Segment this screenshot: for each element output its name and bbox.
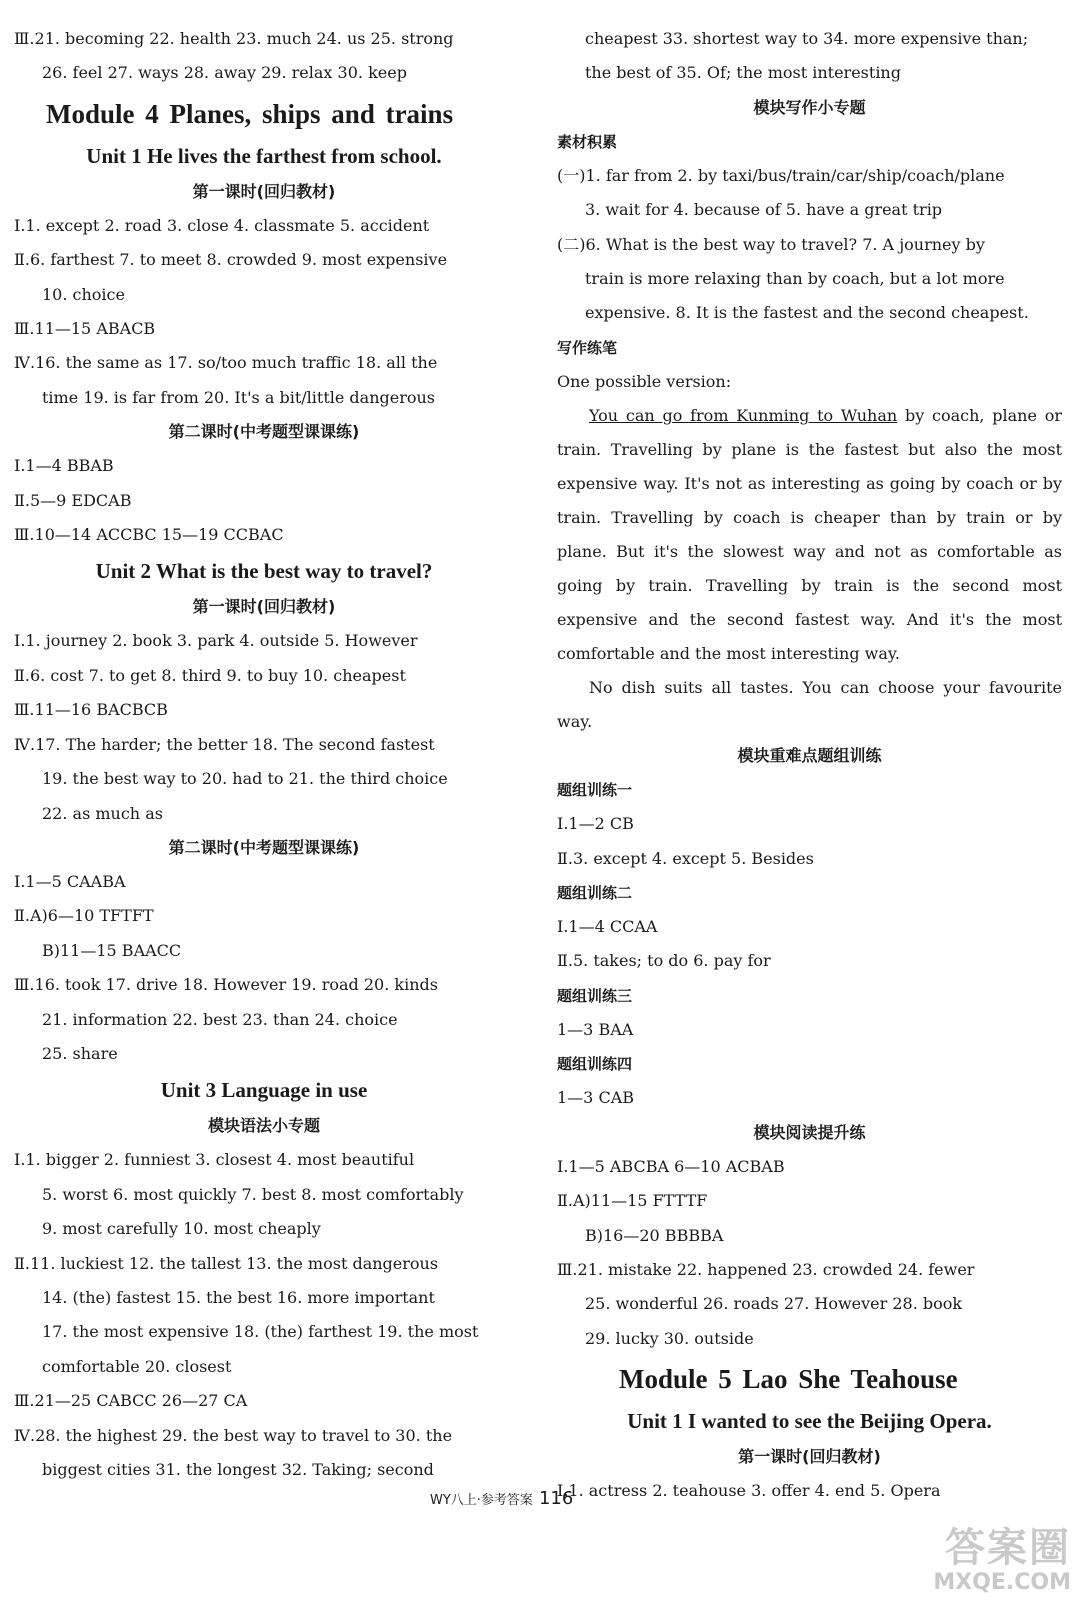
answer-row: Ⅱ.A)6—10 TFTFT <box>14 906 154 926</box>
answer-row: 29. lucky 30. outside <box>585 1328 754 1348</box>
answer-row: Ⅱ.11. luckiest 12. the tallest 13. the most dangerous <box>14 1253 439 1273</box>
module-4-title: Module 4 Planes, ships and trains <box>46 98 454 129</box>
watermark <box>933 1526 1071 1596</box>
right-column <box>557 22 1062 1509</box>
answer-row: 5. worst 6. most quickly 7. best 8. most comfortably <box>42 1184 464 1204</box>
answer-row: Ⅲ.21. mistake 22. happened 23. crowded 24. fewer <box>557 1259 975 1279</box>
page-number: 116 <box>538 1488 574 1509</box>
group-heading: 题组训练四 <box>557 1055 633 1074</box>
module-5-title: Module 5 Lao She Teahouse <box>619 1364 958 1395</box>
lesson-title: 第一课时(回归教材) <box>192 181 336 201</box>
answer-row: expensive. 8. It is the fastest and the second cheapest. <box>585 303 1029 323</box>
answer-row: Ⅱ.5. takes; to do 6. pay for <box>557 951 771 971</box>
answer-row: 10. choice <box>42 284 125 304</box>
answer-row: Ⅱ.6. cost 7. to get 8. third 9. to buy 10. cheapest <box>14 665 406 685</box>
group-heading: 题组训练二 <box>557 884 633 903</box>
answer-row: Ⅳ.17. The harder; the better 18. The second fastest <box>14 734 435 754</box>
unit-2-title: Unit 2 What is the best way to travel? <box>95 559 433 584</box>
answer-row: Ⅳ.16. the same as 17. so/too much traffic 18. all the <box>14 353 438 373</box>
lesson-title: 第一课时(回归教材) <box>192 597 336 617</box>
answer-row: 1—3 CAB <box>557 1088 634 1108</box>
watermark-url: MXQE.COM <box>933 1570 1071 1595</box>
answer-row: Ⅰ.1—4 CCAA <box>557 917 658 937</box>
lesson-title: 模块语法小专题 <box>207 1116 320 1136</box>
material-heading: 素材积累 <box>557 132 618 151</box>
answer-row: Ⅲ.16. took 17. drive 18. However 19. road 20. kinds <box>14 975 438 995</box>
answer-row: Ⅰ.1. except 2. road 3. close 4. classmate 5. accident <box>14 215 430 235</box>
answer-row: Ⅲ.21—25 CABCC 26—27 CA <box>14 1391 248 1411</box>
answer-row: Ⅰ.1. actress 2. teahouse 3. offer 4. end 5. Opera <box>557 1481 941 1501</box>
page-footer <box>430 1488 573 1509</box>
answer-row: train is more relaxing than by coach, but a lot more <box>585 269 1005 289</box>
answer-row: Ⅲ.11—16 BACBCB <box>14 700 168 720</box>
essay-paragraph <box>557 399 1062 671</box>
writing-section-title: 模块写作小专题 <box>753 97 866 117</box>
answer-row: cheapest 33. shortest way to 34. more expensive than; <box>585 29 1029 48</box>
answer-row: Ⅰ.1—2 CB <box>557 814 634 834</box>
answer-row: (一)1. far from 2. by taxi/bus/train/car/ship/coach/plane <box>557 165 1005 185</box>
lesson-title: 第一课时(回归教材) <box>738 1447 881 1467</box>
answer-row: Ⅱ.3. except 4. except 5. Besides <box>557 848 814 868</box>
answer-row: 9. most carefully 10. most cheaply <box>42 1219 321 1239</box>
keypoints-title: 模块重难点题组训练 <box>737 746 882 766</box>
practice-heading: 写作练笔 <box>557 338 618 357</box>
answer-row: Ⅳ.28. the highest 29. the best way to travel to 30. the <box>14 1425 453 1445</box>
answer-row: Ⅲ.10—14 ACCBC 15—19 CCBAC <box>14 525 284 545</box>
lesson-title: 第二课时(中考题型课课练) <box>168 422 360 442</box>
answer-row: Ⅲ.11—15 ABACB <box>14 319 156 339</box>
reading-title: 模块阅读提升练 <box>753 1122 866 1142</box>
version-label: One possible version: <box>557 371 732 391</box>
answer-row: B)11—15 BAACC <box>42 940 182 960</box>
unit-3-title: Unit 3 Language in use <box>160 1078 368 1103</box>
answer-row: Ⅰ.1—5 CAABA <box>14 871 126 891</box>
watermark-logo: 答案圈 <box>945 1525 1071 1571</box>
footer-label: WY八上·参考答案 <box>430 1493 533 1508</box>
answer-row: time 19. is far from 20. It's a bit/little dangerous <box>42 387 436 407</box>
answer-row: B)16—20 BBBBA <box>585 1225 724 1245</box>
answer-row: Ⅱ.A)11—15 FTTTF <box>557 1191 708 1211</box>
answer-row: 14. (the) fastest 15. the best 16. more important <box>42 1287 435 1307</box>
answer-row: 19. the best way to 20. had to 21. the third choice <box>42 769 448 789</box>
answer-row: 22. as much as <box>42 803 163 823</box>
answer-row: biggest cities 31. the longest 32. Taking; second <box>42 1460 434 1479</box>
answer-row: Ⅱ.6. farthest 7. to meet 8. crowded 9. most expensive <box>14 250 448 270</box>
answer-row: comfortable 20. closest <box>42 1356 232 1376</box>
m5-unit-1-title: Unit 1 I wanted to see the Beijing Opera. <box>627 1409 992 1434</box>
left-column <box>14 22 514 1487</box>
answer-row: Ⅰ.1. bigger 2. funniest 3. closest 4. most beautiful <box>14 1150 415 1170</box>
answer-row: Ⅲ.21. becoming 22. health 23. much 24. us 25. strong <box>14 29 454 48</box>
answer-row: 21. information 22. best 23. than 24. choice <box>42 1009 398 1029</box>
answer-row: 3. wait for 4. because of 5. have a great trip <box>585 200 943 220</box>
group-heading: 题组训练三 <box>557 986 633 1005</box>
essay-body: by coach, plane or train. Travelling by plane is the fastest but also the most expensive way. It's not as interesting as going by coach or by train. Travelling by coach is cheaper than by train or by plane. But it's the slowest way and not as comfortable as going by train. Travelling by train is the second most expensive and the second fastest way. And it's the most comfortable and the most interesting way. <box>557 406 1063 664</box>
unit-1-title: Unit 1 He lives the farthest from school. <box>86 143 442 168</box>
answer-row: Ⅰ.1—5 ABCBA 6—10 ACBAB <box>557 1156 785 1176</box>
answer-row: the best of 35. Of; the most interesting <box>585 63 901 83</box>
answer-row: 25. wonderful 26. roads 27. However 28. book <box>585 1294 963 1314</box>
essay-underlined: You can go from Kunming to Wuhan <box>589 406 898 426</box>
answer-row: Ⅱ.5—9 EDCAB <box>14 490 132 510</box>
group-heading: 题组训练一 <box>557 781 633 800</box>
answer-row: 25. share <box>42 1043 118 1063</box>
answer-row: 17. the most expensive 18. (the) farthest 19. the most <box>42 1322 479 1342</box>
answer-row: (二)6. What is the best way to travel? 7. A journey by <box>557 234 985 254</box>
answer-row: Ⅰ.1. journey 2. book 3. park 4. outside 5. However <box>14 631 418 651</box>
essay-paragraph-2: No dish suits all tastes. You can choose your favourite way. <box>557 678 1062 732</box>
answer-row: Ⅰ.1—4 BBAB <box>14 456 114 476</box>
lesson-title: 第二课时(中考题型课课练) <box>168 837 360 857</box>
answer-row: 1—3 BAA <box>557 1019 634 1039</box>
answer-row: 26. feel 27. ways 28. away 29. relax 30. keep <box>42 63 407 83</box>
